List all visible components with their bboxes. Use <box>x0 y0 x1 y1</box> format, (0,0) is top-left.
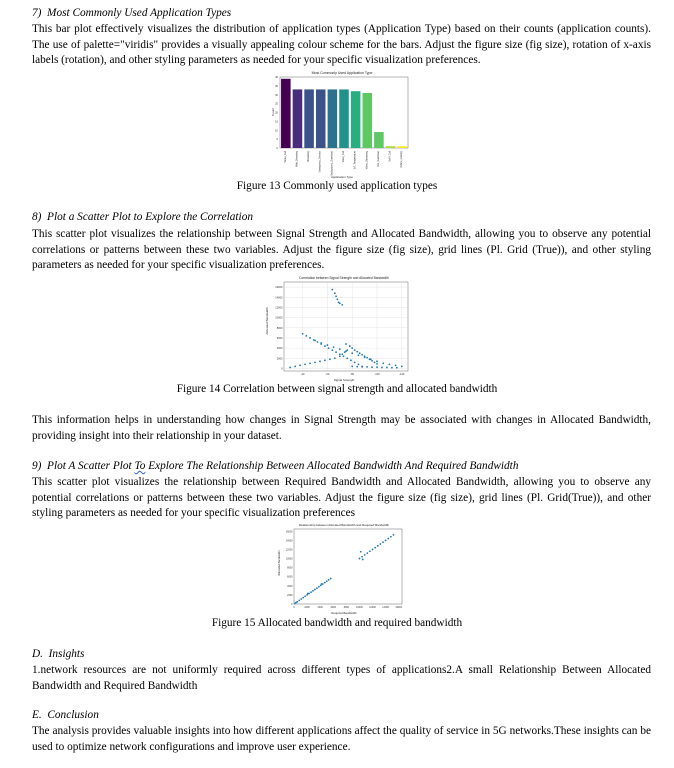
chart3-point <box>300 598 302 600</box>
section-9-body: This scatter plot visualizes the relationship between Required Bandwidth and Allocated Bandwidth, allowing you to observe any potential correlations or patterns between these two variables. Adjust the figure size (fig size), grid lines (Pl. Grid(True)), and other styling parameters as needed for your specific visualization preferences <box>32 476 651 519</box>
chart3-xtick-label: 4000 <box>317 606 323 609</box>
insights-body: 1.network resources are not uniformly required across different types of applications2.A small Relationship Between Allocated Bandwidth and Required Bandwidth <box>32 664 651 692</box>
chart3-point <box>393 534 395 536</box>
chart3-point <box>296 601 298 603</box>
chart2-ytick-label: 14000 <box>275 296 283 300</box>
chart2-point <box>376 366 378 368</box>
chart2-point <box>294 366 296 368</box>
chart2-point <box>346 357 348 359</box>
chart3-point <box>361 556 363 558</box>
chart2-point <box>350 359 352 361</box>
chart2-title: Correlation between Signal Strength and Allocated Bandwidth <box>299 276 389 280</box>
chart1-xlabel: Application Type <box>331 175 353 179</box>
chart3-ytick-label: 6000 <box>287 575 293 579</box>
section-9-heading-post: Explore The Relationship Between Allocated Bandwidth And Required Bandwidth <box>145 460 519 472</box>
chart3-point <box>390 536 392 538</box>
chart2-point <box>334 357 336 359</box>
chart1-xtick-label: VoIP_Call <box>388 151 392 162</box>
chart2-ylabel: Allocated Bandwidth <box>265 307 269 335</box>
chart2-xlabel: Signal Strength <box>333 378 355 382</box>
chart2-point <box>327 344 329 346</box>
scatter-signal-vs-allocated <box>262 273 412 383</box>
chart3-ytick-label: 2000 <box>287 593 293 597</box>
chart1-bar <box>293 89 303 148</box>
chart3-ytick-label: 16000 <box>285 530 293 534</box>
chart3-point <box>382 541 384 543</box>
chart3-point <box>374 547 376 549</box>
chart2-point <box>359 352 361 354</box>
chart3-point <box>385 539 387 541</box>
section-7-heading: 7) Most Commonly Used Application Types <box>32 7 232 19</box>
chart2-point <box>328 347 330 349</box>
chart1-xtick-label: IoT_Temperature <box>353 151 357 170</box>
chart2-xtick-label: -40 <box>300 373 305 376</box>
section-8-after: This information helps in understanding how changes in Signal Strength may be associated with changes in Allocated Bandwidth, providing insight into their relationship in your dataset. <box>32 414 651 442</box>
chart1-bar <box>304 89 314 148</box>
chart2-point <box>351 352 353 354</box>
chart3-xtick-label: 12000 <box>369 606 376 609</box>
figure-13-caption: Figure 13 Commonly used application types <box>236 180 438 192</box>
chart2-point <box>317 341 319 343</box>
chart2-point <box>344 351 346 353</box>
chart2-point <box>395 365 397 367</box>
chart2-xtick-label: -100 <box>374 373 380 376</box>
chart2-ytick-label: 4000 <box>276 347 283 351</box>
chart3-xlabel: Required Bandwidth <box>331 611 357 615</box>
chart2-ytick-label: 12000 <box>275 306 283 310</box>
chart2-point <box>339 302 341 304</box>
chart2-point <box>341 304 343 306</box>
chart3-ytick-label: 14000 <box>285 539 293 543</box>
chart2-point <box>309 362 311 364</box>
chart2-point <box>391 367 393 369</box>
chart3-point <box>369 550 371 552</box>
chart3-point <box>360 551 362 553</box>
chart1-ytick-label: 10 <box>275 129 278 133</box>
chart2-point <box>333 346 335 348</box>
chart3-xtick-label: 2000 <box>304 606 310 609</box>
chart3-xtick-label: 16000 <box>395 606 403 609</box>
chart2-point <box>339 355 341 357</box>
chart2-point <box>381 367 383 369</box>
chart1-ytick-label: 0 <box>276 147 278 150</box>
chart2-point <box>335 295 337 297</box>
chart2-ytick-label: 2000 <box>276 357 283 361</box>
chart1-xtick-label: File_Download <box>376 151 380 167</box>
chart2-ytick-label: 0 <box>281 367 283 371</box>
chart1-xtick-label: Emergency_Service <box>318 151 322 173</box>
chart3-ytick-label: 0 <box>291 603 293 606</box>
chart3-point <box>312 590 314 592</box>
chart1-bar <box>339 89 349 148</box>
chart2-point <box>366 366 368 368</box>
chart2-point <box>336 298 338 300</box>
section-7-body: This bar plot effectively visualizes the distribution of application types (Application Type) based on their counts (application counts). The use of palette="viridis" provides a visually appealing colour scheme for the bars. Adjust the figure size (fig size), rotation of x-axis labels (rotation), and other styling parameters as needed for your specific visualization preferences. <box>32 23 651 66</box>
chart3-point <box>321 583 323 585</box>
chart2-point <box>351 347 353 349</box>
chart3-point <box>372 549 374 551</box>
chart3-point <box>387 538 389 540</box>
chart2-point <box>329 358 331 360</box>
chart2-point <box>401 366 403 368</box>
chart2-point <box>302 333 304 335</box>
chart3-xtick-label: 8000 <box>343 606 350 609</box>
section-8-body: This scatter plot visualizes the relationship between Signal Strength and Allocated Bandwidth, allowing you to observe any potential correlations or patterns between these two variables. Adjust the figure size (fig size), grid lines (Pl. Grid (True)), and other styling parameters as needed for your specific visualization preferences. <box>32 228 651 271</box>
chart1-xtick-label: Web_Browsing <box>295 151 299 168</box>
chart2-point <box>358 354 360 356</box>
chart1-xtick-label: Background_Download <box>330 151 334 176</box>
chart2-ytick-label: 8000 <box>276 326 283 330</box>
figure-14-caption: Figure 14 Correlation between signal strength and allocated bandwidth <box>176 383 498 395</box>
chart2-point <box>382 362 384 364</box>
figure-13 <box>268 68 410 180</box>
chart3-point <box>302 597 304 599</box>
chart2-xtick-label: -60 <box>325 373 330 376</box>
conclusion-body: The analysis provides valuable insights into how different applications affect the quality of service in 5G networks.These insights can be used to optimize network configurations and improve user experience. <box>32 725 651 753</box>
chart3-xtick-label: 10000 <box>356 606 363 609</box>
chart1-title: Most Commonly Used Application Type <box>311 71 373 75</box>
chart3-point <box>330 578 332 580</box>
chart2-point <box>345 343 347 345</box>
chart1-ytick-label: 25 <box>275 102 278 106</box>
chart1-ytick-label: 30 <box>275 93 278 97</box>
chart2-point <box>320 342 322 344</box>
chart3-ytick-label: 8000 <box>287 566 293 570</box>
chart3-point <box>318 586 320 588</box>
chart3-point <box>298 599 300 601</box>
scatter-required-vs-allocated <box>274 521 404 616</box>
chart3-ytick-label: 10000 <box>285 557 293 561</box>
chart1-bar <box>363 93 373 148</box>
chart1-bar <box>328 89 338 148</box>
chart2-point <box>376 363 378 365</box>
chart1-ytick-label: 20 <box>275 111 278 115</box>
chart3-point <box>328 579 330 581</box>
chart3-point <box>314 589 316 591</box>
chart3-point <box>359 558 361 560</box>
chart2-point <box>371 360 373 362</box>
chart1-bar <box>386 146 396 148</box>
chart3-xtick-label: 14000 <box>382 606 389 609</box>
chart3-xtick-label: 0 <box>293 606 295 609</box>
chart2-point <box>343 355 345 357</box>
chart3-point <box>380 543 382 545</box>
conclusion-heading: E. Conclusion <box>32 709 99 721</box>
chart2-point <box>369 358 371 360</box>
chart2-point <box>341 353 343 355</box>
section-9-heading-squiggle: To <box>134 460 146 472</box>
chart2-point <box>376 360 378 362</box>
chart2-point <box>361 354 363 356</box>
chart2-xtick-label: -120 <box>399 373 405 376</box>
chart2-point <box>371 366 373 368</box>
chart3-ytick-label: 12000 <box>285 548 293 552</box>
chart3-point <box>362 559 364 561</box>
figure-15 <box>274 521 404 616</box>
insights-heading: D. Insights <box>32 648 85 660</box>
chart1-xtick-label: Online_Gaming <box>400 151 404 168</box>
chart1-xtick-label: Streaming <box>307 151 311 162</box>
chart3-point <box>304 595 306 597</box>
bar-chart-application-types <box>268 68 410 180</box>
chart1-ytick-label: 15 <box>275 120 278 124</box>
chart2-point <box>374 361 376 363</box>
chart2-point <box>346 349 348 351</box>
chart2-point <box>351 366 353 368</box>
chart2-ytick-label: 10000 <box>275 316 283 320</box>
chart2-point <box>319 360 321 362</box>
section-8-heading: 8) Plot a Scatter Plot to Explore the Correlation <box>32 211 253 223</box>
chart1-xtick-label: Voice_Call <box>342 151 345 163</box>
figure-15-caption: Figure 15 Allocated bandwidth and required bandwidth <box>211 617 463 629</box>
chart3-title: Relationship between Allocated Bandwidth and Required Bandwidth <box>298 523 390 527</box>
chart2-ytick-label: 6000 <box>276 336 283 340</box>
chart3-point <box>326 580 328 582</box>
chart3-point <box>324 582 326 584</box>
chart2-point <box>304 363 306 365</box>
chart2-point <box>396 367 398 369</box>
chart3-point <box>377 545 379 547</box>
section-9-heading-pre: 9) Plot A Scatter Plot <box>32 460 135 472</box>
chart1-bar <box>374 132 384 148</box>
chart3-point <box>307 593 309 595</box>
chart2-point <box>354 349 356 351</box>
chart2-point <box>299 365 301 367</box>
chart1-bar <box>351 91 361 148</box>
chart2-point <box>386 367 388 369</box>
chart2-point <box>335 351 337 353</box>
chart3-point <box>366 552 368 554</box>
chart1-bar <box>281 79 291 148</box>
chart2-point <box>358 363 360 365</box>
chart2-point <box>309 337 311 339</box>
chart2-point <box>314 361 316 363</box>
chart2-point <box>331 349 333 351</box>
chart1-xtick-label: Video_Call <box>283 151 287 163</box>
chart3-point <box>310 591 312 593</box>
chart2-point <box>334 292 336 294</box>
chart3-point <box>316 587 318 589</box>
chart3-ytick-label: 4000 <box>287 584 293 588</box>
chart2-point <box>305 335 307 337</box>
chart2-point <box>324 359 326 361</box>
chart1-ytick-label: 35 <box>275 84 278 88</box>
chart2-point <box>364 355 366 357</box>
chart2-point <box>289 367 291 369</box>
chart3-ylabel: Allocated Bandwidth <box>277 550 281 576</box>
chart2-point <box>314 340 316 342</box>
chart3-xtick-label: 6000 <box>330 606 336 609</box>
chart2-point <box>361 366 363 368</box>
chart1-xtick-label: Video_Streaming <box>365 151 369 170</box>
chart1-bar <box>397 146 407 148</box>
chart2-point <box>349 345 351 347</box>
chart2-point <box>331 289 333 291</box>
chart2-point <box>339 353 341 355</box>
chart1-bar <box>316 89 326 148</box>
figure-14 <box>262 273 412 383</box>
chart2-point <box>356 366 358 368</box>
chart2-point <box>366 357 368 359</box>
chart2-ytick-label: 16000 <box>275 286 283 290</box>
chart1-ytick-label: 40 <box>275 76 278 79</box>
section-9-heading <box>32 460 518 472</box>
chart2-point <box>339 348 341 350</box>
chart1-ytick-label: 5 <box>276 138 278 142</box>
chart2-point <box>389 363 391 365</box>
chart2-point <box>356 351 358 353</box>
chart3-point <box>364 554 366 556</box>
chart2-point <box>324 345 326 347</box>
chart2-point <box>354 361 356 363</box>
chart1-ylabel: Count <box>271 107 275 117</box>
chart2-xtick-label: -80 <box>350 373 355 376</box>
